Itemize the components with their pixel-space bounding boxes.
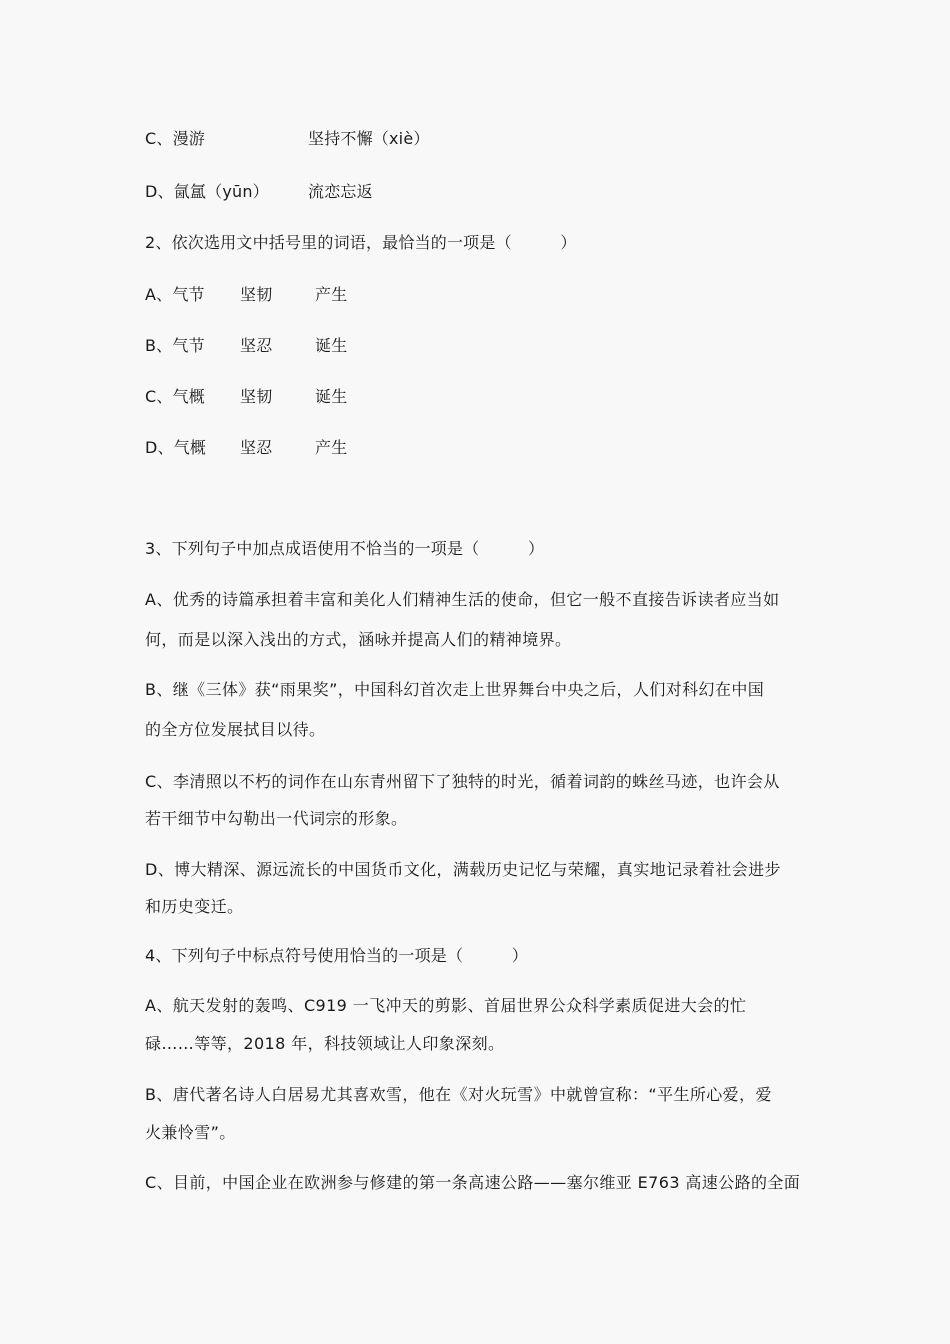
q2-stem: 2、依次选用文中括号里的词语，最恰当的一项是（ ） xyxy=(145,233,577,252)
q3-stem: 3、下列句子中加点成语使用不恰当的一项是（ ） xyxy=(145,539,545,558)
q1-option-c-label: C、漫游 xyxy=(145,129,205,148)
q3-option-d-line1: D、博大精深、源远流长的中国货币文化，满载历史记忆与荣耀，真实地记录着社会进步 xyxy=(145,860,781,879)
q4-option-c-line1: C、目前，中国企业在欧洲参与修建的第一条高速公路——塞尔维亚 E763 高速公路的全面 xyxy=(145,1173,801,1192)
q1-option-d-label: D、氤氲（yūn） xyxy=(145,182,269,201)
q2-option-label: D、气概 xyxy=(145,438,207,457)
q2-option-word: 诞生 xyxy=(315,336,348,355)
q3-option-c-line1: C、李清照以不朽的词作在山东青州留下了独特的时光，循着词韵的蛛丝马迹，也许会从 xyxy=(145,772,780,791)
q2-option-label: B、气节 xyxy=(145,336,205,355)
q2-option-word: 诞生 xyxy=(315,387,348,406)
q4-option-a-line2: 碌……等等，2018 年，科技领域让人印象深刻。 xyxy=(145,1034,505,1053)
q3-option-d-line2: 和历史变迁。 xyxy=(145,897,244,916)
q2-option-word: 坚忍 xyxy=(240,336,273,355)
q4-option-b xyxy=(145,1085,810,1143)
q2-option-label: A、气节 xyxy=(145,285,205,304)
q3-option-b-line2: 的全方位发展拭目以待。 xyxy=(145,720,326,739)
q2-option-word: 坚韧 xyxy=(240,285,273,304)
q1-option-c-word: 坚持不懈（xiè） xyxy=(308,129,430,148)
q4-option-b-line1: B、唐代著名诗人白居易尤其喜欢雪，他在《对火玩雪》中就曾宣称：“平生所心爱，爱 xyxy=(145,1085,772,1104)
q3-option-b-line1: B、继《三体》获“雨果奖”，中国科幻首次走上世界舞台中央之后，人们对科幻在中国 xyxy=(145,680,765,699)
q2-option-word: 产生 xyxy=(315,438,348,457)
q3-option-c xyxy=(145,772,810,829)
q2-option-word: 产生 xyxy=(315,285,348,304)
q2-option-label: C、气概 xyxy=(145,387,205,406)
q1-option-d-word: 流恋忘返 xyxy=(308,182,373,201)
q3-option-d xyxy=(145,860,810,917)
q4-stem: 4、下列句子中标点符号使用恰当的一项是（ ） xyxy=(145,946,528,965)
q3-option-a-line2: 何，而是以深入浅出的方式，涵咏并提高人们的精神境界。 xyxy=(145,630,572,649)
q3-option-b xyxy=(145,680,810,740)
q4-option-b-line2: 火兼怜雪”。 xyxy=(145,1123,236,1142)
q2-option-word: 坚忍 xyxy=(240,438,273,457)
q4-option-a xyxy=(145,996,810,1054)
q3-option-a xyxy=(145,590,810,650)
q3-option-c-line2: 若干细节中勾勒出一代词宗的形象。 xyxy=(145,809,408,828)
q2-option-word: 坚韧 xyxy=(240,387,273,406)
q3-option-a-line1: A、优秀的诗篇承担着丰富和美化人们精神生活的使命，但它一般不直接告诉读者应当如 xyxy=(145,590,780,609)
q4-option-c xyxy=(145,1173,810,1193)
q4-option-a-line1: A、航天发射的轰鸣、C919 一飞冲天的剪影、首届世界公众科学素质促进大会的忙 xyxy=(145,996,747,1015)
